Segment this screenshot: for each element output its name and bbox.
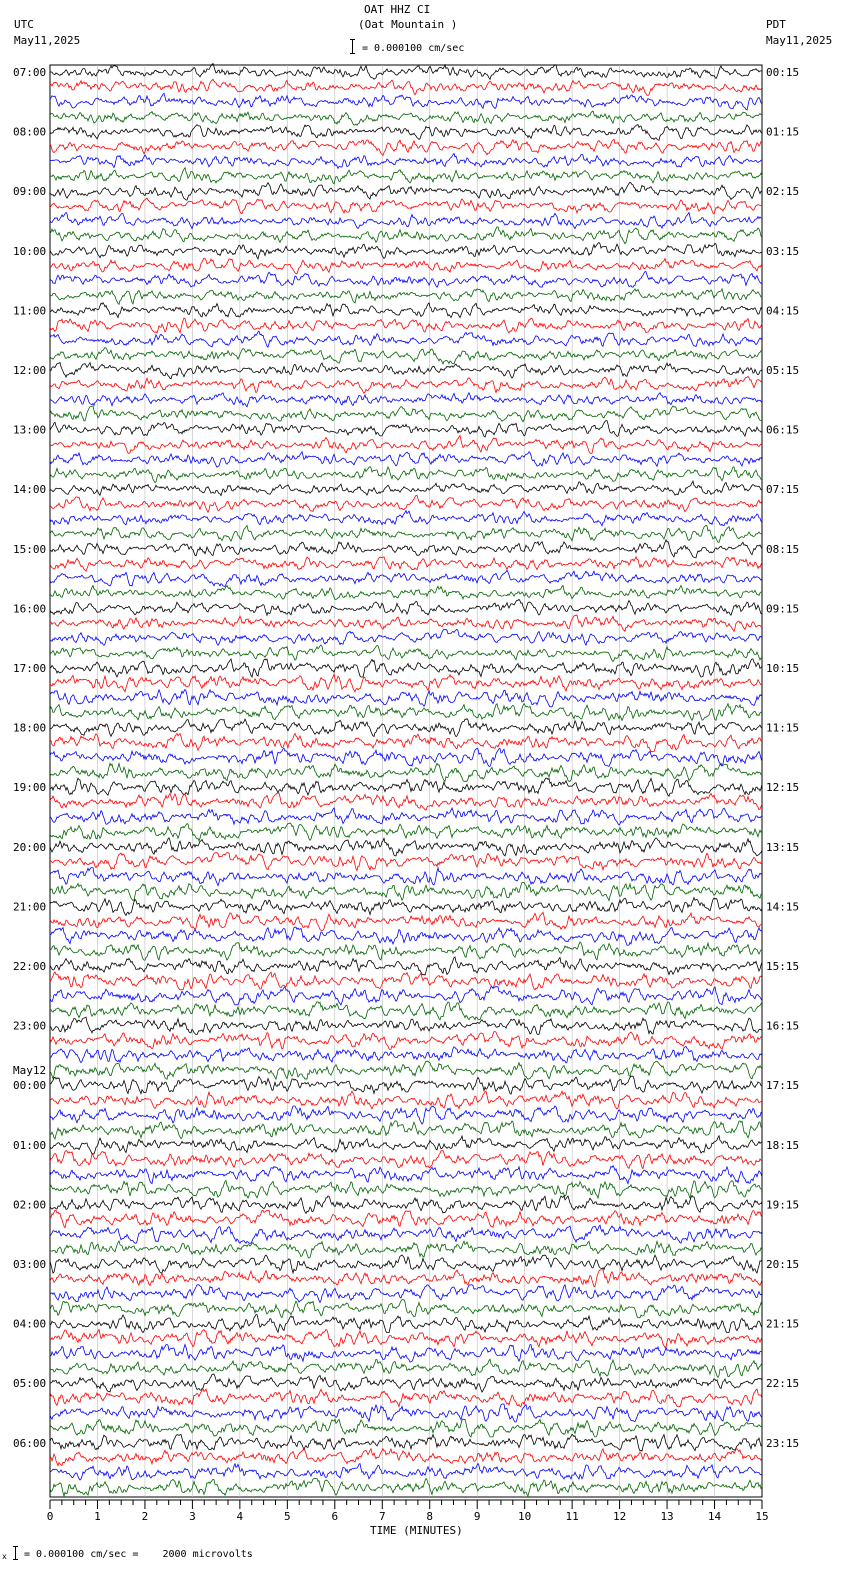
trace-7 xyxy=(50,154,762,169)
pdt-hour-label: 08:15 xyxy=(766,542,800,556)
trace-86 xyxy=(50,1330,762,1348)
right-timezone: PDT xyxy=(766,18,786,31)
trace-33 xyxy=(50,540,762,558)
trace-78 xyxy=(50,1210,762,1227)
utc-hour-label: 22:00 xyxy=(13,960,47,973)
utc-hour-label: 20:00 xyxy=(13,840,47,854)
trace-17 xyxy=(50,303,762,318)
trace-48 xyxy=(50,763,762,781)
x-axis-label: TIME (MINUTES) xyxy=(370,1524,463,1537)
trace-27 xyxy=(50,452,762,468)
trace-49 xyxy=(50,778,762,796)
utc-hour-label: 18:00 xyxy=(13,721,47,735)
trace-91 xyxy=(50,1404,762,1422)
trace-31 xyxy=(50,511,762,526)
trace-84 xyxy=(50,1300,762,1318)
trace-73 xyxy=(50,1136,762,1154)
trace-83 xyxy=(50,1285,762,1303)
utc-hour-label: 04:00 xyxy=(13,1317,47,1331)
x-tick-label: 13 xyxy=(660,1510,674,1523)
trace-50 xyxy=(50,793,762,810)
pdt-hour-label: 14:15 xyxy=(766,900,800,914)
x-tick-label: 3 xyxy=(189,1510,196,1523)
trace-22 xyxy=(50,376,762,393)
x-tick-label: 8 xyxy=(426,1510,434,1523)
trace-82 xyxy=(50,1270,762,1287)
pdt-hour-label: 05:15 xyxy=(766,364,800,377)
trace-39 xyxy=(50,629,762,645)
trace-88 xyxy=(50,1359,762,1377)
utc-hour-label: 12:00 xyxy=(13,364,47,377)
trace-52 xyxy=(50,823,762,841)
trace-42 xyxy=(50,674,762,692)
utc-hour-label: 01:00 xyxy=(13,1138,47,1152)
trace-87 xyxy=(50,1344,762,1362)
trace-5 xyxy=(50,125,762,141)
pdt-hour-label: 07:15 xyxy=(766,483,800,497)
utc-hour-label: 23:00 xyxy=(13,1019,47,1033)
trace-28 xyxy=(50,467,762,483)
pdt-hour-label: 09:15 xyxy=(766,602,800,616)
x-tick-label: 1 xyxy=(94,1510,101,1523)
x-tick-label: 9 xyxy=(473,1510,481,1523)
utc-hour-label: 00:00 xyxy=(13,1079,47,1093)
x-tick-label: 12 xyxy=(612,1510,627,1523)
trace-69 xyxy=(50,1076,762,1094)
trace-76 xyxy=(50,1181,762,1199)
trace-79 xyxy=(50,1225,762,1243)
trace-63 xyxy=(50,987,762,1005)
trace-41 xyxy=(50,659,762,677)
utc-hour-label: 13:00 xyxy=(13,423,47,437)
trace-64 xyxy=(50,1002,762,1020)
left-timezone: UTC xyxy=(14,18,34,31)
trace-11 xyxy=(50,212,762,228)
trace-53 xyxy=(50,838,762,856)
trace-46 xyxy=(50,734,762,752)
pdt-hour-label: 22:15 xyxy=(766,1377,800,1391)
pdt-hour-label: 19:15 xyxy=(766,1198,800,1212)
trace-95 xyxy=(50,1464,762,1480)
utc-hour-label: 15:00 xyxy=(13,542,47,556)
pdt-hour-label: 23:15 xyxy=(766,1436,800,1450)
trace-1 xyxy=(50,64,762,80)
trace-38 xyxy=(50,615,762,631)
x-tick-label: 7 xyxy=(378,1510,386,1523)
trace-66 xyxy=(50,1032,762,1050)
pdt-hour-label: 16:15 xyxy=(766,1019,800,1033)
trace-51 xyxy=(50,808,762,825)
trace-13 xyxy=(50,243,762,259)
trace-58 xyxy=(50,912,762,930)
footer-mark: x xyxy=(2,1552,7,1561)
trace-36 xyxy=(50,586,762,600)
x-tick-label: 6 xyxy=(331,1510,339,1523)
trace-29 xyxy=(50,481,762,495)
utc-hour-label: 10:00 xyxy=(13,244,47,258)
trace-40 xyxy=(50,645,762,662)
x-tick-label: 4 xyxy=(236,1510,244,1523)
pdt-hour-label: 11:15 xyxy=(766,721,800,735)
trace-54 xyxy=(50,853,762,871)
pdt-hour-label: 00:15 xyxy=(766,66,800,79)
pdt-hour-label: 04:15 xyxy=(766,304,800,318)
pdt-hour-label: 21:15 xyxy=(766,1317,800,1331)
trace-60 xyxy=(50,942,762,960)
trace-37 xyxy=(50,599,762,615)
trace-20 xyxy=(50,348,762,364)
pdt-hour-label: 01:15 xyxy=(766,125,800,139)
pdt-hour-label: 20:15 xyxy=(766,1258,800,1271)
trace-9 xyxy=(50,182,762,200)
trace-23 xyxy=(50,393,762,407)
left-date: May11,2025 xyxy=(14,34,81,47)
utc-hour-label: 03:00 xyxy=(13,1258,47,1271)
utc-hour-label: 11:00 xyxy=(13,304,47,318)
x-tick-label: 14 xyxy=(707,1510,722,1523)
trace-3 xyxy=(50,93,762,110)
trace-14 xyxy=(50,258,762,274)
trace-81 xyxy=(50,1255,762,1273)
station-title: OAT HHZ CI xyxy=(364,3,431,16)
trace-19 xyxy=(50,331,762,347)
trace-26 xyxy=(50,436,762,454)
footer-scale-bar-icon xyxy=(13,1546,18,1560)
trace-57 xyxy=(50,898,762,916)
pdt-hour-label: 03:15 xyxy=(766,244,800,258)
scale-text: = 0.000100 cm/sec xyxy=(362,43,465,54)
station-name: (Oat Mountain ) xyxy=(358,18,458,31)
footer-scale-text: = 0.000100 cm/sec = 2000 microvolts xyxy=(24,1549,253,1560)
utc-hour-label: 21:00 xyxy=(13,900,47,914)
trace-12 xyxy=(50,227,762,244)
trace-89 xyxy=(50,1374,762,1392)
utc-hour-label: 02:00 xyxy=(13,1198,47,1212)
pdt-hour-label: 18:15 xyxy=(766,1138,800,1152)
utc-hour-label: 05:00 xyxy=(13,1377,47,1391)
x-tick-label: 5 xyxy=(284,1510,291,1523)
trace-92 xyxy=(50,1419,762,1437)
trace-8 xyxy=(50,168,762,184)
utc-date-label: May12 xyxy=(13,1064,47,1078)
trace-61 xyxy=(50,957,762,975)
trace-18 xyxy=(50,318,762,333)
trace-24 xyxy=(50,406,762,422)
trace-74 xyxy=(50,1151,762,1169)
pdt-hour-label: 17:15 xyxy=(766,1079,800,1093)
trace-75 xyxy=(50,1166,762,1184)
trace-6 xyxy=(50,139,762,155)
trace-44 xyxy=(50,704,762,721)
trace-70 xyxy=(50,1091,762,1109)
x-tick-label: 11 xyxy=(565,1510,579,1523)
x-tick-label: 0 xyxy=(46,1510,54,1523)
trace-85 xyxy=(50,1315,762,1333)
utc-hour-label: 09:00 xyxy=(13,185,47,199)
trace-21 xyxy=(50,363,762,379)
trace-71 xyxy=(50,1106,762,1124)
trace-10 xyxy=(50,198,762,214)
trace-34 xyxy=(50,557,762,571)
trace-35 xyxy=(50,570,762,586)
trace-59 xyxy=(50,927,762,945)
trace-56 xyxy=(50,883,762,901)
utc-hour-label: 19:00 xyxy=(13,781,47,795)
trace-65 xyxy=(50,1017,762,1035)
trace-67 xyxy=(50,1046,762,1063)
trace-47 xyxy=(50,748,762,766)
trace-96 xyxy=(50,1479,762,1497)
pdt-hour-label: 13:15 xyxy=(766,840,800,854)
x-tick-label: 10 xyxy=(518,1510,532,1523)
trace-2 xyxy=(50,79,762,95)
trace-25 xyxy=(50,421,762,437)
pdt-hour-label: 15:15 xyxy=(766,960,800,973)
pdt-hour-label: 10:15 xyxy=(766,662,800,675)
x-tick-label: 2 xyxy=(141,1510,149,1523)
trace-15 xyxy=(50,272,762,288)
trace-4 xyxy=(50,111,762,125)
trace-90 xyxy=(50,1389,762,1407)
utc-hour-label: 14:00 xyxy=(13,483,47,497)
trace-45 xyxy=(50,719,762,737)
utc-hour-label: 17:00 xyxy=(13,662,47,675)
utc-hour-label: 08:00 xyxy=(13,125,47,139)
pdt-hour-label: 12:15 xyxy=(766,781,800,795)
utc-hour-label: 16:00 xyxy=(13,602,47,616)
trace-55 xyxy=(50,868,762,886)
trace-72 xyxy=(50,1121,762,1139)
trace-32 xyxy=(50,525,762,542)
pdt-hour-label: 06:15 xyxy=(766,423,800,437)
utc-hour-label: 06:00 xyxy=(13,1436,47,1450)
trace-43 xyxy=(50,690,762,707)
trace-62 xyxy=(50,972,762,990)
trace-93 xyxy=(50,1434,762,1451)
utc-hour-label: 07:00 xyxy=(13,66,47,79)
trace-68 xyxy=(50,1061,762,1079)
pdt-hour-label: 02:15 xyxy=(766,185,800,199)
right-date: May11,2025 xyxy=(766,34,833,47)
x-tick-label: 15 xyxy=(755,1510,769,1523)
trace-94 xyxy=(50,1449,762,1466)
trace-16 xyxy=(50,289,762,305)
